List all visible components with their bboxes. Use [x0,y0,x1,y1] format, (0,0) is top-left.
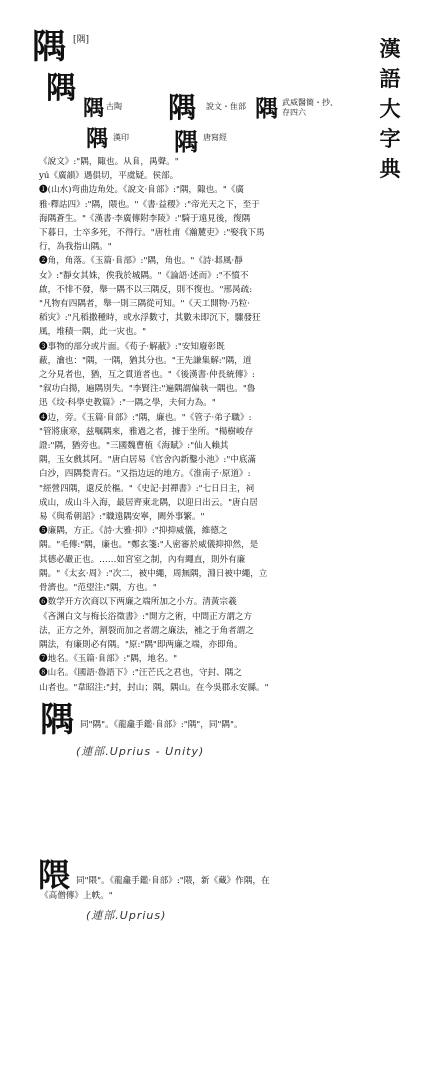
body-line: "叙功白揚，遍隅別失。"李賢注:"遍隅謂偏執一隅也。"魯 [39,384,256,395]
body-line: 蔽，瀹也："隅，一隅，猶其分也。"王先謙集解:"隅，道 [39,355,252,366]
entry3-headword: 隈 [38,856,71,894]
entry3-handwritten-note: (連部.Uprius) [86,909,167,922]
body-line: 隅。"《太玄·周》:"次二，被中繩，周無隅，淵日被中繩，立 [39,568,268,579]
body-line: 法，正方之外，割裂而加之者謂之廉法，補之于角者謂之 [39,625,254,636]
form-label-1: 古陶 [106,102,122,111]
body-line: ❺廉隅，方正。《詩·大雅·抑》:"抑抑威儀，維德之 [39,526,228,537]
body-line: 女》:"靜女其姝，俟我於城隅。"《論語·述而》:"不憤不 [39,270,249,281]
body-line: ❼地名。《玉篇·𨸏部》:"隅，地名。" [39,654,178,665]
body-line: 迅《坟·科學史教篇》:"一隅之學，夫何力為。" [39,398,216,409]
body-line: "管將康寒，兹嘱隅來，雅過之者，據于坐所。"楊樹峻存 [39,426,254,437]
title-char-4: 字 [379,126,401,151]
body-line: 行，為我指山隅。" [39,242,112,253]
headword-second: 隅 [46,71,76,106]
body-line: 隅，玉女戲其阿。"唐白居易《官舍內新鑿小池》:"中底滿 [39,455,257,466]
entry2-handwritten-note: (連部.Uprius - Unity) [76,745,205,758]
form-label-3: 武威醫簡・抄、存四六 [282,98,338,117]
entry2-text: 同"隅"。《龍龕手鑑·𨸏部》:"隅"，同"隅"。 [80,720,243,730]
body-line: 其德必嚴正也。……如宮室之制，內有繩直，則外有廉 [39,554,246,565]
body-line: ❷角，角落。《玉篇·𨸏部》:"隅，角也。"《詩·邶風·靜 [39,256,243,267]
body-line: 啟，不悱不發，舉一隅不以三隅反，則不復也。"邢昺疏: [39,284,253,295]
entry3-text-line1: 同"隈"。《龍龕手鑑·𨸏部》:"隈，新《藏》作隅，在 [76,876,270,886]
headword-label: [隅] [73,35,90,45]
form-label-5: 唐寫經 [203,133,227,142]
form-glyph-1: 隅 [83,95,104,120]
form-glyph-3: 隅 [255,95,278,122]
dictionary-title [374,34,406,184]
body-line: 隅。"毛傳:"隅，廉也。"鄭玄箋:"人密審於威儀抑抑然，是 [39,540,259,551]
body-line: 白沙，四隅甃青石。"又指边远的地方。《淮南子·原道》: [39,469,251,480]
body-line: 稻灾》:"凡稻撒種時，或水浮數寸，其數未即沉下，驟發狂 [39,313,261,324]
body-line: 雅·釋詁四》:"隅，隈也。"《書·益稷》:"帝光天之下，至于 [39,199,260,210]
title-char-3: 大 [379,96,401,121]
title-char-2: 語 [379,66,401,91]
body-line: ❸事物的部分或片面。《荀子·解蔽》:"安知廢彰既 [39,341,225,352]
body-line: 海隅蒼生。"《漢書·李廣傳附李陵》:"騎于遠見後，復隅 [39,213,251,224]
body-line: 《吝渊白文与梅长浴徵書》:"開方之術，中間正方謂之方 [39,611,253,622]
body-line: ❽山名。《國語·魯語下》:"汪芒氏之君也，守封、隅之 [39,668,242,679]
headword-large: 隅 [32,27,66,67]
body-line: 隅法，有廉則必有隅。"原:"隅"即两廉之端，亦即角。 [39,639,243,650]
entry-body [39,155,361,695]
form-glyph-5: 隅 [174,127,198,156]
body-line: "凡物有四隅者，舉一則三隅從可知。"《天工開物·乃粒· [39,299,251,310]
form-glyph-2: 隅 [168,91,197,124]
entry2-headword: 隅 [40,700,74,740]
body-line: ❹边，旁。《玉篇·𨸏部》:"隅，廉也。"《管子·弟子職》: [39,412,252,423]
body-line: ❶(山水)弯曲边角处。《說文·𨸏部》:"隅，陬也。"《廣 [39,185,245,196]
body-line: 易《與希朝詔》:"職遠隅安寧，闕外事繁。" [39,512,205,523]
body-line: 骨濟也。"范望注:"隅，方也。" [39,583,157,594]
body-line: 風，堆積一隅，此一灾也。" [39,327,147,338]
title-char-5: 典 [379,156,401,181]
body-line: 下暮日，士卒多死，不得行。"唐杜甫《瀚麓吏》:"娶我下馬 [39,228,265,239]
form-label-4: 漢印 [113,133,129,142]
body-line: 之分見者也，猶，互之貫道者也。"《後漢書·仲長統傳》: [39,370,255,381]
body-line: 成山，成山斗入海，最居齊東北隅，以迎日出云。"唐白居 [39,497,258,508]
form-label-2: 說文・隹部 [206,102,246,111]
body-line: 證:"隅，猶旁也。"三國魏曹植《海賦》:"仙人賴其 [39,441,229,452]
form-glyph-4: 隅 [86,126,109,152]
entry3-text-line2: 《高僧傳》上帙。" [40,891,113,901]
body-line: yú《廣韻》遇俱切，平虞疑。侯部。 [39,171,179,182]
body-line: 《說文》:"隅，陬也。从𨸏，禺聲。" [39,157,179,167]
body-line: 山者也。"韋昭注:"封，封山；隅，隅山。在今吳郡永安縣。" [39,682,269,693]
title-char-1: 漢 [379,36,401,61]
body-line: ❻数学开方次商以下两廉之端所加之小方。清黃宗羲 [39,597,237,608]
body-line: "經營四隅，還反於樞。"《史記·封禪書》:"七日日主，祠 [39,483,255,494]
